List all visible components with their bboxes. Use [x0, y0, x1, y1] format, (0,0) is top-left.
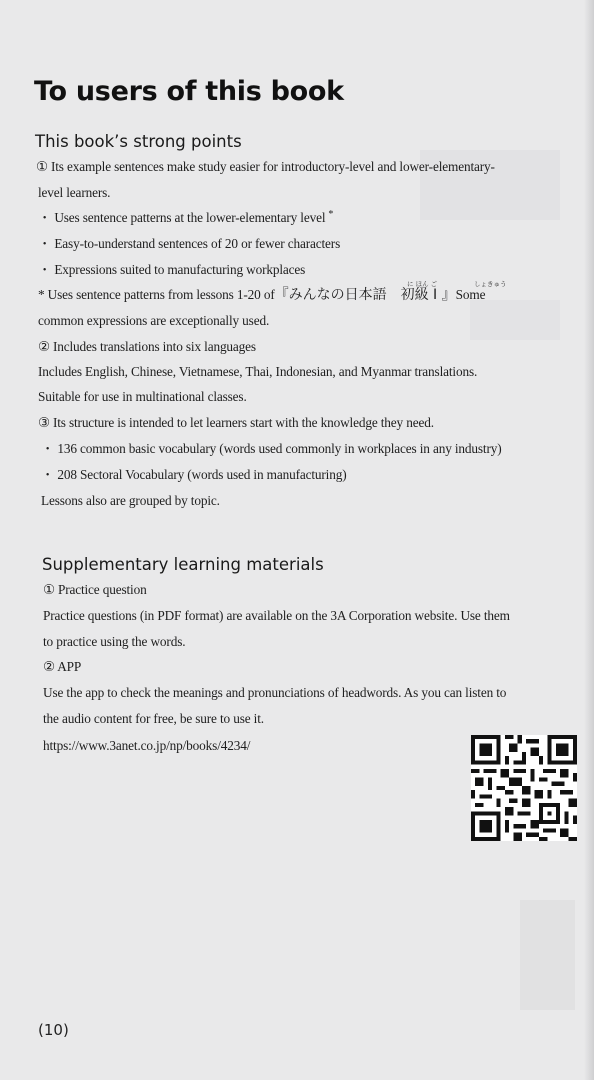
point-2-line-1: Includes English, Chinese, Vietnamese, Thai, Indonesian, and Myanmar translations.: [38, 364, 478, 379]
app-url: https://www.3anet.co.jp/np/books/4234/: [43, 738, 251, 753]
strong-points-heading: This book’s strong points: [35, 132, 242, 151]
point-1-line-1: ① Its example sentences make study easier for introductory-level and lower-elementary-: [36, 159, 495, 174]
bullet-sectoral-vocabulary: ・ 208 Sectoral Vocabulary (words used in manufacturing): [41, 467, 347, 482]
practice-line-1: Practice questions (in PDF format) are available on the 3A Corporation website. Use them: [43, 608, 510, 623]
bleed-through-box: [470, 300, 560, 340]
point-1-line-2: level learners.: [38, 185, 111, 200]
point-2-line-2: Suitable for use in multinational classes.: [38, 389, 247, 404]
app-line-2: the audio content for free, be sure to use it.: [43, 711, 264, 726]
qr-code-icon: [471, 735, 577, 841]
bullet-common-vocabulary: ・ 136 common basic vocabulary (words used commonly in workplaces in any industry): [41, 441, 502, 456]
app-line-1: Use the app to check the meanings and pronunciations of headwords. As you can listen to: [43, 685, 507, 700]
footnote-prefix: * Uses sentence patterns from lessons 1-20 of: [38, 287, 275, 302]
book-title-jp: 『みんなの日本語 初級 I 』: [274, 287, 456, 303]
point-3-heading: ③ Its structure is intended to let learners start with the knowledge they need.: [38, 415, 434, 430]
practice-line-2: to practice using the words.: [43, 634, 186, 649]
footnote-line-2: common expressions are exceptionally used.: [38, 313, 270, 328]
bullet-manufacturing-expressions: ・ Expressions suited to manufacturing workplaces: [38, 262, 306, 277]
point-2-heading: ② Includes translations into six languages: [38, 339, 256, 354]
ruby-nihongo: に ほん ご: [407, 280, 438, 288]
practice-question-heading: ① Practice question: [43, 582, 147, 597]
page-number: (10): [38, 1021, 69, 1039]
page-edge-shadow: [584, 0, 594, 1080]
bullet-lower-elementary: [38, 209, 333, 229]
app-heading: ② APP: [43, 659, 82, 674]
footnote-line-1: [38, 286, 485, 304]
footnote-suffix: Some: [455, 287, 486, 302]
supplementary-heading: Supplementary learning materials: [42, 555, 324, 574]
ruby-shokyu: しょきゅう: [474, 280, 507, 288]
point-3-line: Lessons also are grouped by topic.: [41, 493, 220, 508]
footnote-mark: *: [328, 209, 334, 220]
bullet-text: ・ Uses sentence patterns at the lower-elementary level: [38, 210, 326, 225]
page-title: To users of this book: [34, 76, 344, 107]
bleed-through-box: [520, 900, 575, 1010]
bullet-short-sentences: ・ Easy-to-understand sentences of 20 or fewer characters: [38, 236, 341, 251]
